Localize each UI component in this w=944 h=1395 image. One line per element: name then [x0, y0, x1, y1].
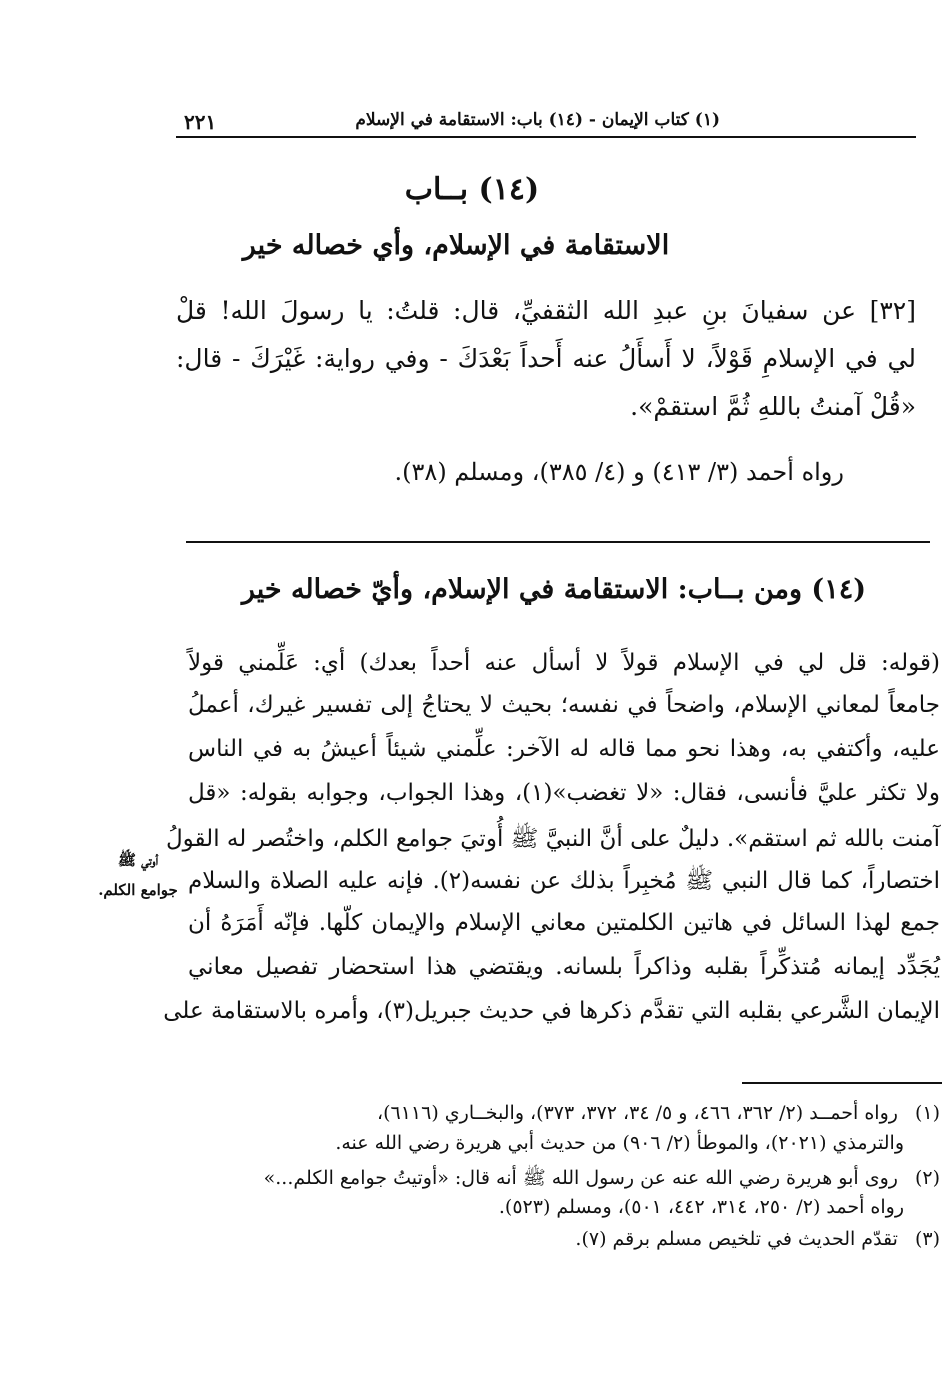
- commentary-line: اختصاراً، كما قال النبي ﷺ مُخبِراً بذلك عن نفسه(٢). فإنه عليه الصلاة والسلام: [188, 868, 940, 894]
- footnote-text: تقدّم الحديث في تلخيص مسلم برقم (٧).: [575, 1228, 898, 1250]
- footnote-number: (٣): [914, 1228, 940, 1250]
- margin-note-line: أوتي ﷺ: [117, 851, 159, 869]
- footnote-1: [377, 1102, 940, 1124]
- footnote-text: روى أبو هريرة رضي الله عنه عن رسول الله ﷺ أنه قال: «أوتيتُ جوامع الكلم...»: [263, 1167, 898, 1189]
- footnote-divider: [742, 1082, 942, 1084]
- commentary-line: يُجَدِّد إيمانه مُتذكِّراً بقلبه وذاكراً بلسانه. ويقتضي هذا استحضار تفصيل معاني: [188, 954, 940, 980]
- hadith-line: «قُلْ آمنتُ باللهِ ثُمَّ استقمْ».: [630, 392, 916, 421]
- commentary-line: آمنت بالله ثم استقم». دليلٌ على أنَّ النبيَّ ﷺ أُوتيَ جوامع الكلم، واختُصر له القولُ: [165, 826, 940, 852]
- commentary-line: الإيمان الشَّرعي بقلبه التي تقدَّم ذكرها في حديث جبريل(٣)، وأمره بالاستقامة على: [163, 998, 940, 1024]
- footnote-text: رواه أحمــد (٢/ ٣٦٢، ٤٦٦، و ٥/ ٣٤، ٣٧٢، ٣٧٣)، والبخــاري (٦١١٦)،: [376, 1102, 898, 1124]
- footnote-number: (٢): [914, 1167, 940, 1189]
- chapter-title: الاستقامة في الإسلام، وأي خصاله خير: [242, 230, 670, 261]
- commentary-line: (قوله: قل لي في الإسلام قولاً لا أسأل عنه أحداً بعدك) أي: عَلِّمني قولاً: [188, 650, 940, 676]
- hadith-line: [٣٢] عن سفيانَ بنِ عبدِ الله الثقفيِّ، قال: قلتُ: يا رسولَ الله! قلْ: [176, 296, 916, 325]
- commentary-heading: (١٤) ومن بــاب: الاستقامة في الإسلام، وأيّ خصاله خير: [241, 574, 866, 605]
- margin-note: [86, 845, 190, 905]
- running-title: (١) كتاب الإيمان - (١٤) باب: الاستقامة في الإسلام: [355, 110, 720, 130]
- commentary-line: جامعاً لمعاني الإسلام، واضحاً في نفسه؛ بحيث لا يحتاجُ إلى تفسير غيرك، أعملُ: [188, 692, 940, 718]
- footnote-2: [264, 1166, 940, 1194]
- hadith-source: رواه أحمد (٣/ ٤١٣) و (٤/ ٣٨٥)، ومسلم (٣٨).: [394, 458, 844, 486]
- chapter-heading: (١٤) بــاب: [404, 172, 540, 207]
- commentary-line: عليه، وأكتفي به، وهذا نحو مما قاله له الآخر: علِّمني شيئاً أعيشُ به في الناس: [188, 736, 940, 762]
- commentary-line: جمع لهذا السائل في هاتين الكلمتين معاني الإسلام والإيمان كلّها. فإنّه أَمَرَهُ أن: [188, 910, 940, 936]
- footnote-1-continued: والترمذي (٢٠٢١)، والموطأ (٢/ ٩٠٦) من حديث أبي هريرة رضي الله عنه.: [335, 1132, 904, 1154]
- commentary-line: ولا تكثر عليَّ فأنسى، فقال: «لا تغضب»(١)، وهذا الجواب، وجوابه بقوله: «قل: [188, 780, 940, 806]
- section-divider: [186, 541, 930, 543]
- hadith-line: لي في الإسلامِ قَوْلاً، لا أَسأَلُ عنه أَحداً بَعْدَكَ - وفي رواية: غَيْرَكَ - قال:: [176, 344, 916, 373]
- footnote-number: (١): [914, 1102, 940, 1124]
- margin-note-line: جوامع الكلم.: [98, 881, 178, 899]
- footnote-3: [575, 1228, 940, 1250]
- page-number: ٢٢١: [184, 110, 217, 134]
- footnote-2-continued: رواه أحمد (٢/ ٢٥٠، ٣١٤، ٤٤٢، ٥٠١)، ومسلم (٥٢٣).: [498, 1196, 904, 1218]
- running-header: [176, 108, 916, 138]
